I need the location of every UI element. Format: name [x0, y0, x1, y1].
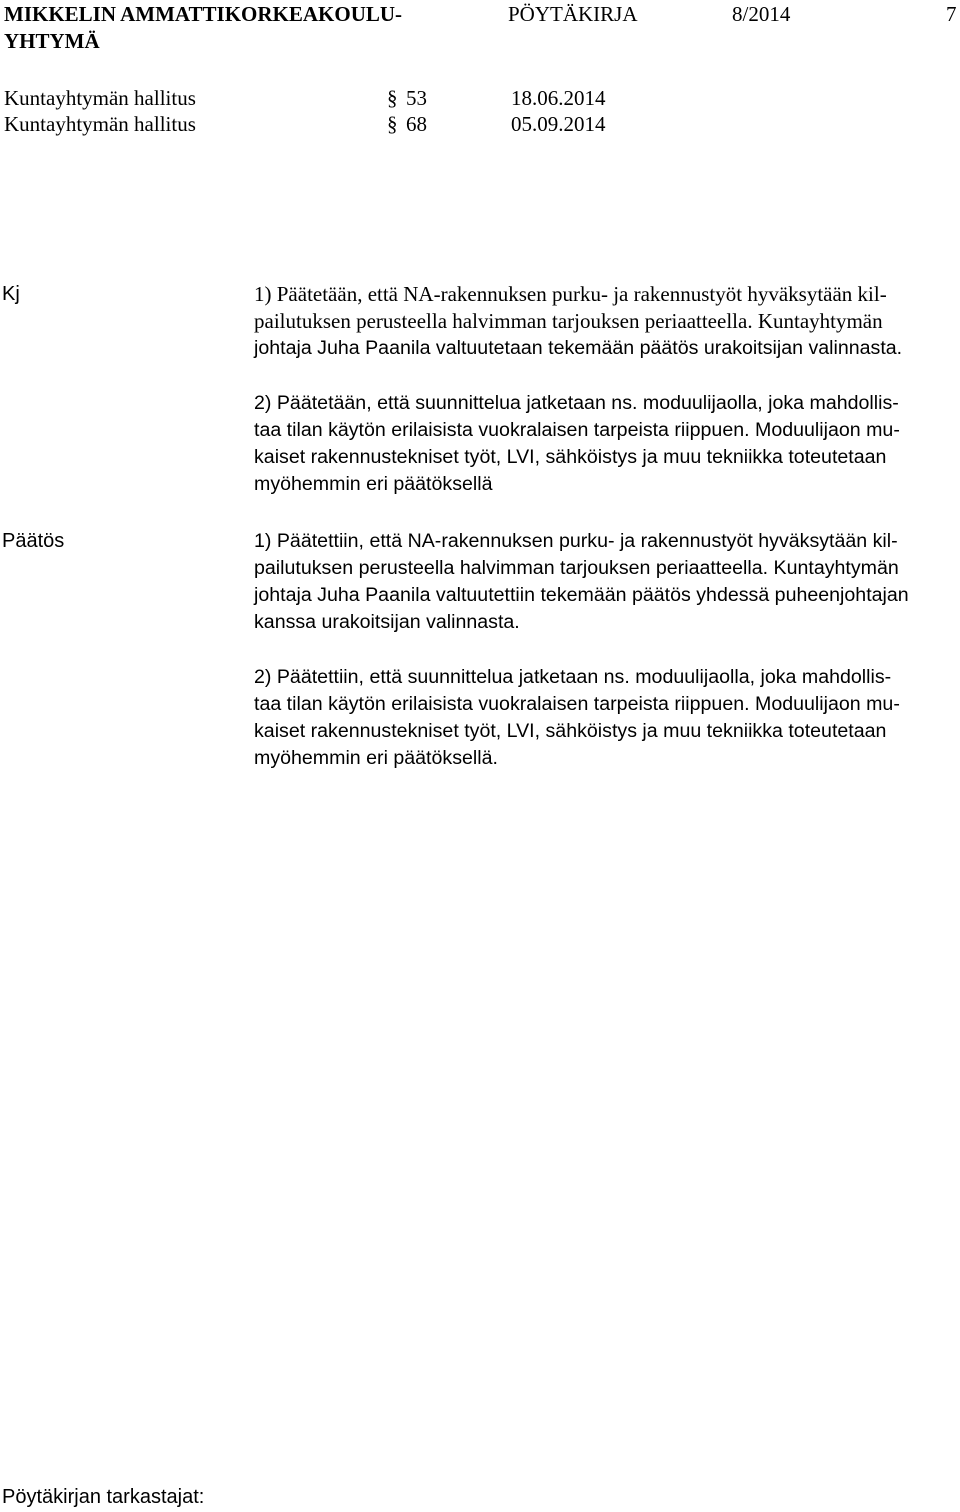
text-line: 1) Päätettiin, että NA-rakennuksen purku- ja rakennustyöt hyväksytään kil- [254, 530, 898, 552]
text-line: kaiset rakennustekniset työt, LVI, sähköistys ja muu tekniikka toteutetaan [254, 720, 887, 742]
proposal-item-1 [254, 281, 954, 362]
text-line: 2) Päätettiin, että suunnittelua jatketaan ns. moduulijaolla, joka mahdollis- [254, 666, 892, 688]
proposal-label: Kj [2, 283, 20, 305]
reference-date: 05.09.2014 [511, 112, 606, 136]
decision-item-2 [254, 664, 954, 772]
text-line: myöhemmin eri päätöksellä. [254, 747, 498, 769]
text-line: johtaja Juha Paanila valtuutettiin tekemään päätös yhdessä puheenjohtajan [254, 584, 909, 606]
text-line: taa tilan käytön erilaisista vuokralaisen tarpeista riippuen. Moduulijaon mu- [254, 693, 900, 715]
organization-name-line1: MIKKELIN AMMATTIKORKEAKOULU- [4, 2, 403, 26]
page-number: 7 [946, 2, 957, 26]
organization-name [4, 1, 464, 55]
document-number: 8/2014 [732, 2, 791, 26]
section-symbol: § [387, 112, 398, 136]
text-line: myöhemmin eri päätöksellä [254, 473, 493, 495]
text-line: taa tilan käytön erilaisista vuokralaisen tarpeista riippuen. Moduulijaon mu- [254, 419, 900, 441]
proposal-item-2 [254, 390, 954, 498]
text-line: kaiset rakennustekniset työt, LVI, sähköistys ja muu tekniikka toteutetaan [254, 446, 887, 468]
reference-number: 68 [406, 112, 427, 136]
document-type: PÖYTÄKIRJA [508, 2, 638, 26]
text-line: pailutuksen perusteella halvimman tarjouksen periaatteella. Kuntayhtymän [254, 309, 883, 333]
reference-body: Kuntayhtymän hallitus [4, 112, 196, 136]
reference-date: 18.06.2014 [511, 86, 606, 110]
text-line: johtaja Juha Paanila valtuutetaan tekemään päätös urakoitsijan valinnasta. [254, 337, 903, 359]
text-line: 1) Päätetään, että NA-rakennuksen purku- ja rakennustyöt hyväksytään kil- [254, 282, 887, 306]
decision-item-1 [254, 528, 954, 636]
section-symbol: § [387, 86, 398, 110]
text-line: pailutuksen perusteella halvimman tarjouksen periaatteella. Kuntayhtymän [254, 557, 899, 579]
reference-number: 53 [406, 86, 427, 110]
decision-label: Päätös [2, 530, 65, 552]
minutes-reviewers-label: Pöytäkirjan tarkastajat: [2, 1486, 205, 1508]
organization-name-line2: YHTYMÄ [4, 29, 100, 53]
text-line: 2) Päätetään, että suunnittelua jatketaan ns. moduulijaolla, joka mahdollis- [254, 392, 899, 414]
reference-body: Kuntayhtymän hallitus [4, 86, 196, 110]
text-line: kanssa urakoitsijan valinnasta. [254, 611, 520, 633]
